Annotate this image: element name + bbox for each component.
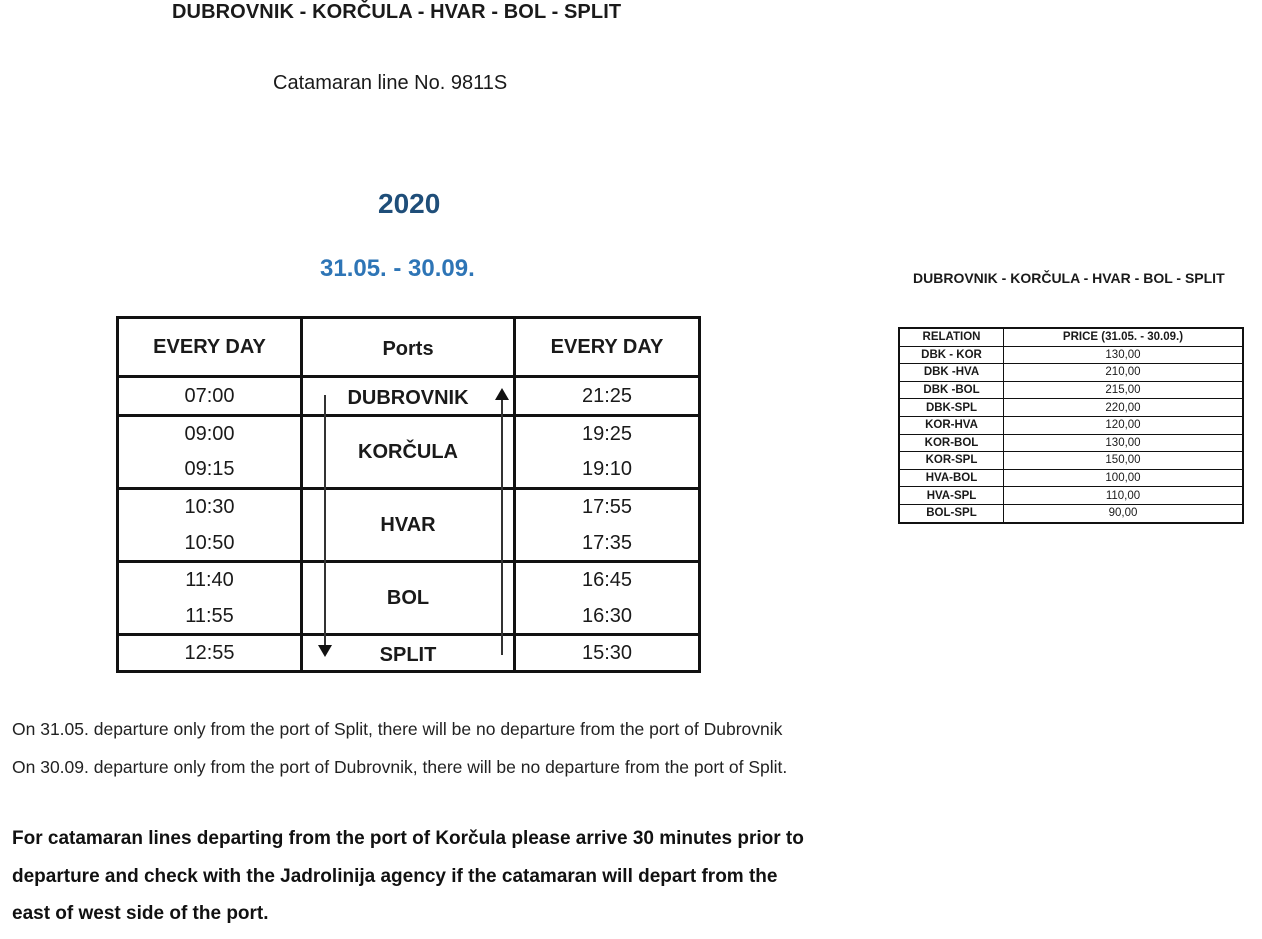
header-ports: Ports: [382, 337, 434, 360]
price-table-title: DUBROVNIK - KORČULA - HVAR - BOL - SPLIT: [913, 270, 1225, 286]
return-time: 21:25: [581, 384, 633, 407]
relation-cell: DBK -BOL: [899, 381, 1004, 399]
price-table-header: [899, 328, 1243, 346]
season-dates: 31.05. - 30.09.: [320, 255, 475, 282]
port-dubrovnik: DUBROVNIK: [347, 386, 469, 409]
return-time: 17:35: [581, 531, 633, 554]
price-cell: 120,00: [1004, 416, 1244, 434]
return-time: 16:45: [581, 568, 633, 591]
price-cell: 150,00: [1004, 452, 1244, 470]
port-split: SPLIT: [379, 643, 437, 666]
table-row: [899, 381, 1243, 399]
return-time: 19:10: [581, 457, 633, 480]
relation-cell: DBK-SPL: [899, 399, 1004, 417]
line-number: Catamaran line No. 9811S: [273, 72, 508, 94]
departure-time: 07:00: [184, 384, 235, 407]
return-time: 17:55: [581, 495, 633, 518]
table-row: [899, 434, 1243, 452]
note-31-05: On 31.05. departure only from the port of Split, there will be no departure from the port of Dubrovnik: [12, 719, 783, 739]
price-table: [898, 327, 1244, 524]
route-title: DUBROVNIK - KORČULA - HVAR - BOL - SPLIT: [172, 1, 622, 23]
departure-time: 11:55: [185, 604, 234, 627]
relation-cell: KOR-SPL: [899, 452, 1004, 470]
relation-cell: HVA-BOL: [899, 469, 1004, 487]
return-time: 16:30: [581, 604, 633, 627]
table-row: [899, 364, 1243, 382]
price-cell: 130,00: [1004, 346, 1244, 364]
warning-line-2: departure and check with the Jadrolinija agency if the catamaran will depart from the: [12, 866, 778, 887]
warning-line-1: For catamaran lines departing from the port of Korčula please arrive 30 minutes prior to: [12, 828, 804, 849]
port-korcula: KORČULA: [358, 440, 458, 463]
return-time: 15:30: [581, 641, 633, 664]
departure-time: 11:40: [185, 568, 234, 591]
relation-cell: DBK -HVA: [899, 364, 1004, 382]
departure-time: 10:30: [184, 495, 235, 518]
port-hvar: HVAR: [380, 513, 436, 536]
relation-cell: KOR-BOL: [899, 434, 1004, 452]
table-row: [899, 487, 1243, 505]
relation-cell: DBK - KOR: [899, 346, 1004, 364]
table-row: [899, 504, 1243, 522]
note-30-09: On 30.09. departure only from the port of Dubrovnik, there will be no departure from the port of Split.: [12, 757, 788, 777]
price-cell: 130,00: [1004, 434, 1244, 452]
port-bol: BOL: [386, 586, 430, 609]
relation-cell: KOR-HVA: [899, 416, 1004, 434]
departure-time: 09:15: [184, 457, 235, 480]
schedule-table: [116, 316, 701, 673]
price-cell: 220,00: [1004, 399, 1244, 417]
relation-cell: BOL-SPL: [899, 504, 1004, 522]
relation-header: RELATION: [899, 328, 1004, 346]
table-row: [899, 399, 1243, 417]
header-every-day-right: EVERY DAY: [550, 335, 664, 358]
price-cell: 90,00: [1004, 504, 1244, 522]
warning-line-3: east of west side of the port.: [12, 903, 269, 924]
departure-time: 10:50: [184, 531, 235, 554]
price-cell: 210,00: [1004, 364, 1244, 382]
return-time: 19:25: [581, 422, 633, 445]
table-row: [899, 346, 1243, 364]
price-cell: 110,00: [1004, 487, 1244, 505]
header-every-day-left: EVERY DAY: [153, 335, 266, 358]
table-row: [899, 452, 1243, 470]
departure-time: 12:55: [184, 641, 235, 664]
price-cell: 100,00: [1004, 469, 1244, 487]
price-cell: 215,00: [1004, 381, 1244, 399]
table-row: [899, 469, 1243, 487]
table-row: [899, 416, 1243, 434]
year-heading: 2020: [378, 188, 441, 219]
price-header: PRICE (31.05. - 30.09.): [1004, 328, 1244, 346]
departure-time: 09:00: [184, 422, 235, 445]
relation-cell: HVA-SPL: [899, 487, 1004, 505]
